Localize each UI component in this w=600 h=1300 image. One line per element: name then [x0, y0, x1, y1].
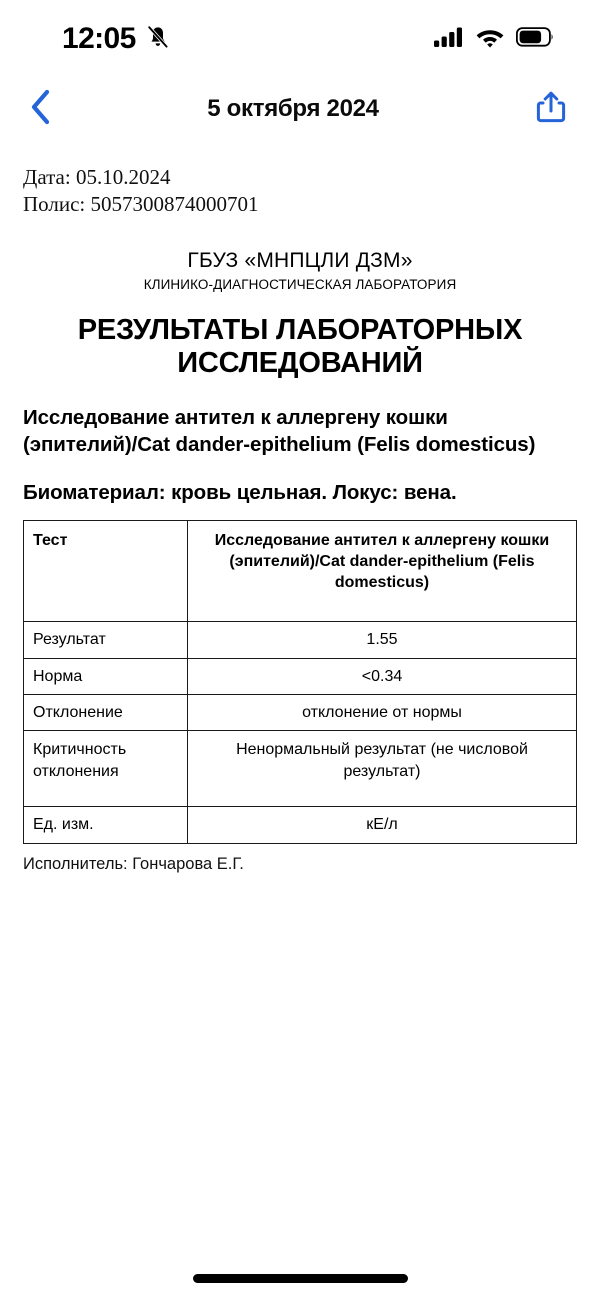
table-header-label: Тест — [24, 520, 188, 621]
results-table — [23, 520, 577, 844]
status-bar — [0, 0, 600, 78]
bell-slash-icon — [147, 25, 169, 54]
page-title: 5 октября 2024 — [207, 95, 379, 122]
row-label-result: Результат — [24, 622, 188, 658]
biomaterial-line: Биоматериал: кровь цельная. Локус: вена. — [23, 481, 457, 505]
share-upload-icon — [536, 90, 566, 129]
home-indicator-area — [0, 1268, 600, 1288]
row-value-criticality: Ненормальный результат (не числовой результат) — [188, 731, 577, 807]
row-value-result: 1.55 — [188, 622, 577, 658]
document-meta — [23, 164, 577, 218]
status-bar-right — [434, 26, 554, 53]
table-header-row — [24, 520, 577, 621]
meta-policy: Полис: 5057300874000701 — [23, 191, 259, 216]
study-name: Исследование антител к аллергену кошки (эпителий)/Cat dander-epithelium (Felis domesticus) — [23, 405, 536, 456]
wifi-icon — [475, 26, 505, 53]
row-label-norm: Норма — [24, 658, 188, 694]
table-row — [24, 731, 577, 807]
meta-date: Дата: 05.10.2024 — [23, 165, 171, 189]
home-indicator[interactable] — [193, 1274, 408, 1283]
navigation-bar — [0, 78, 600, 140]
row-value-norm: <0.34 — [188, 658, 577, 694]
status-bar-clock: 12:05 — [62, 22, 136, 55]
row-value-deviation: отклонение от нормы — [188, 694, 577, 730]
row-value-units: кЕ/л — [188, 807, 577, 843]
battery-icon — [516, 26, 554, 53]
cellular-signal-icon — [434, 26, 464, 53]
share-button[interactable] — [530, 88, 572, 130]
table-row — [24, 622, 577, 658]
row-label-deviation: Отклонение — [24, 694, 188, 730]
chevron-left-icon — [28, 88, 54, 131]
document-title: РЕЗУЛЬТАТЫ ЛАБОРАТОРНЫХ ИССЛЕДОВАНИЙ — [77, 313, 523, 379]
table-row — [24, 807, 577, 843]
row-label-criticality: Критичность отклонения — [24, 731, 188, 807]
row-label-units: Ед. изм. — [24, 807, 188, 843]
performer-line: Исполнитель: Гончарова Е.Г. — [23, 854, 244, 873]
table-row — [24, 694, 577, 730]
document-body — [0, 140, 600, 1300]
organization-subtitle: КЛИНИКО-ДИАГНОСТИЧЕСКАЯ ЛАБОРАТОРИЯ — [143, 277, 457, 292]
organization-name: ГБУЗ «МНПЦЛИ ДЗМ» — [187, 248, 413, 272]
status-bar-left — [62, 24, 169, 54]
table-row — [24, 658, 577, 694]
table-header-value: Исследование антител к аллергену кошки (эпителий)/Cat dander-epithelium (Felis domesticus) — [188, 520, 577, 621]
organization-block — [23, 248, 577, 294]
